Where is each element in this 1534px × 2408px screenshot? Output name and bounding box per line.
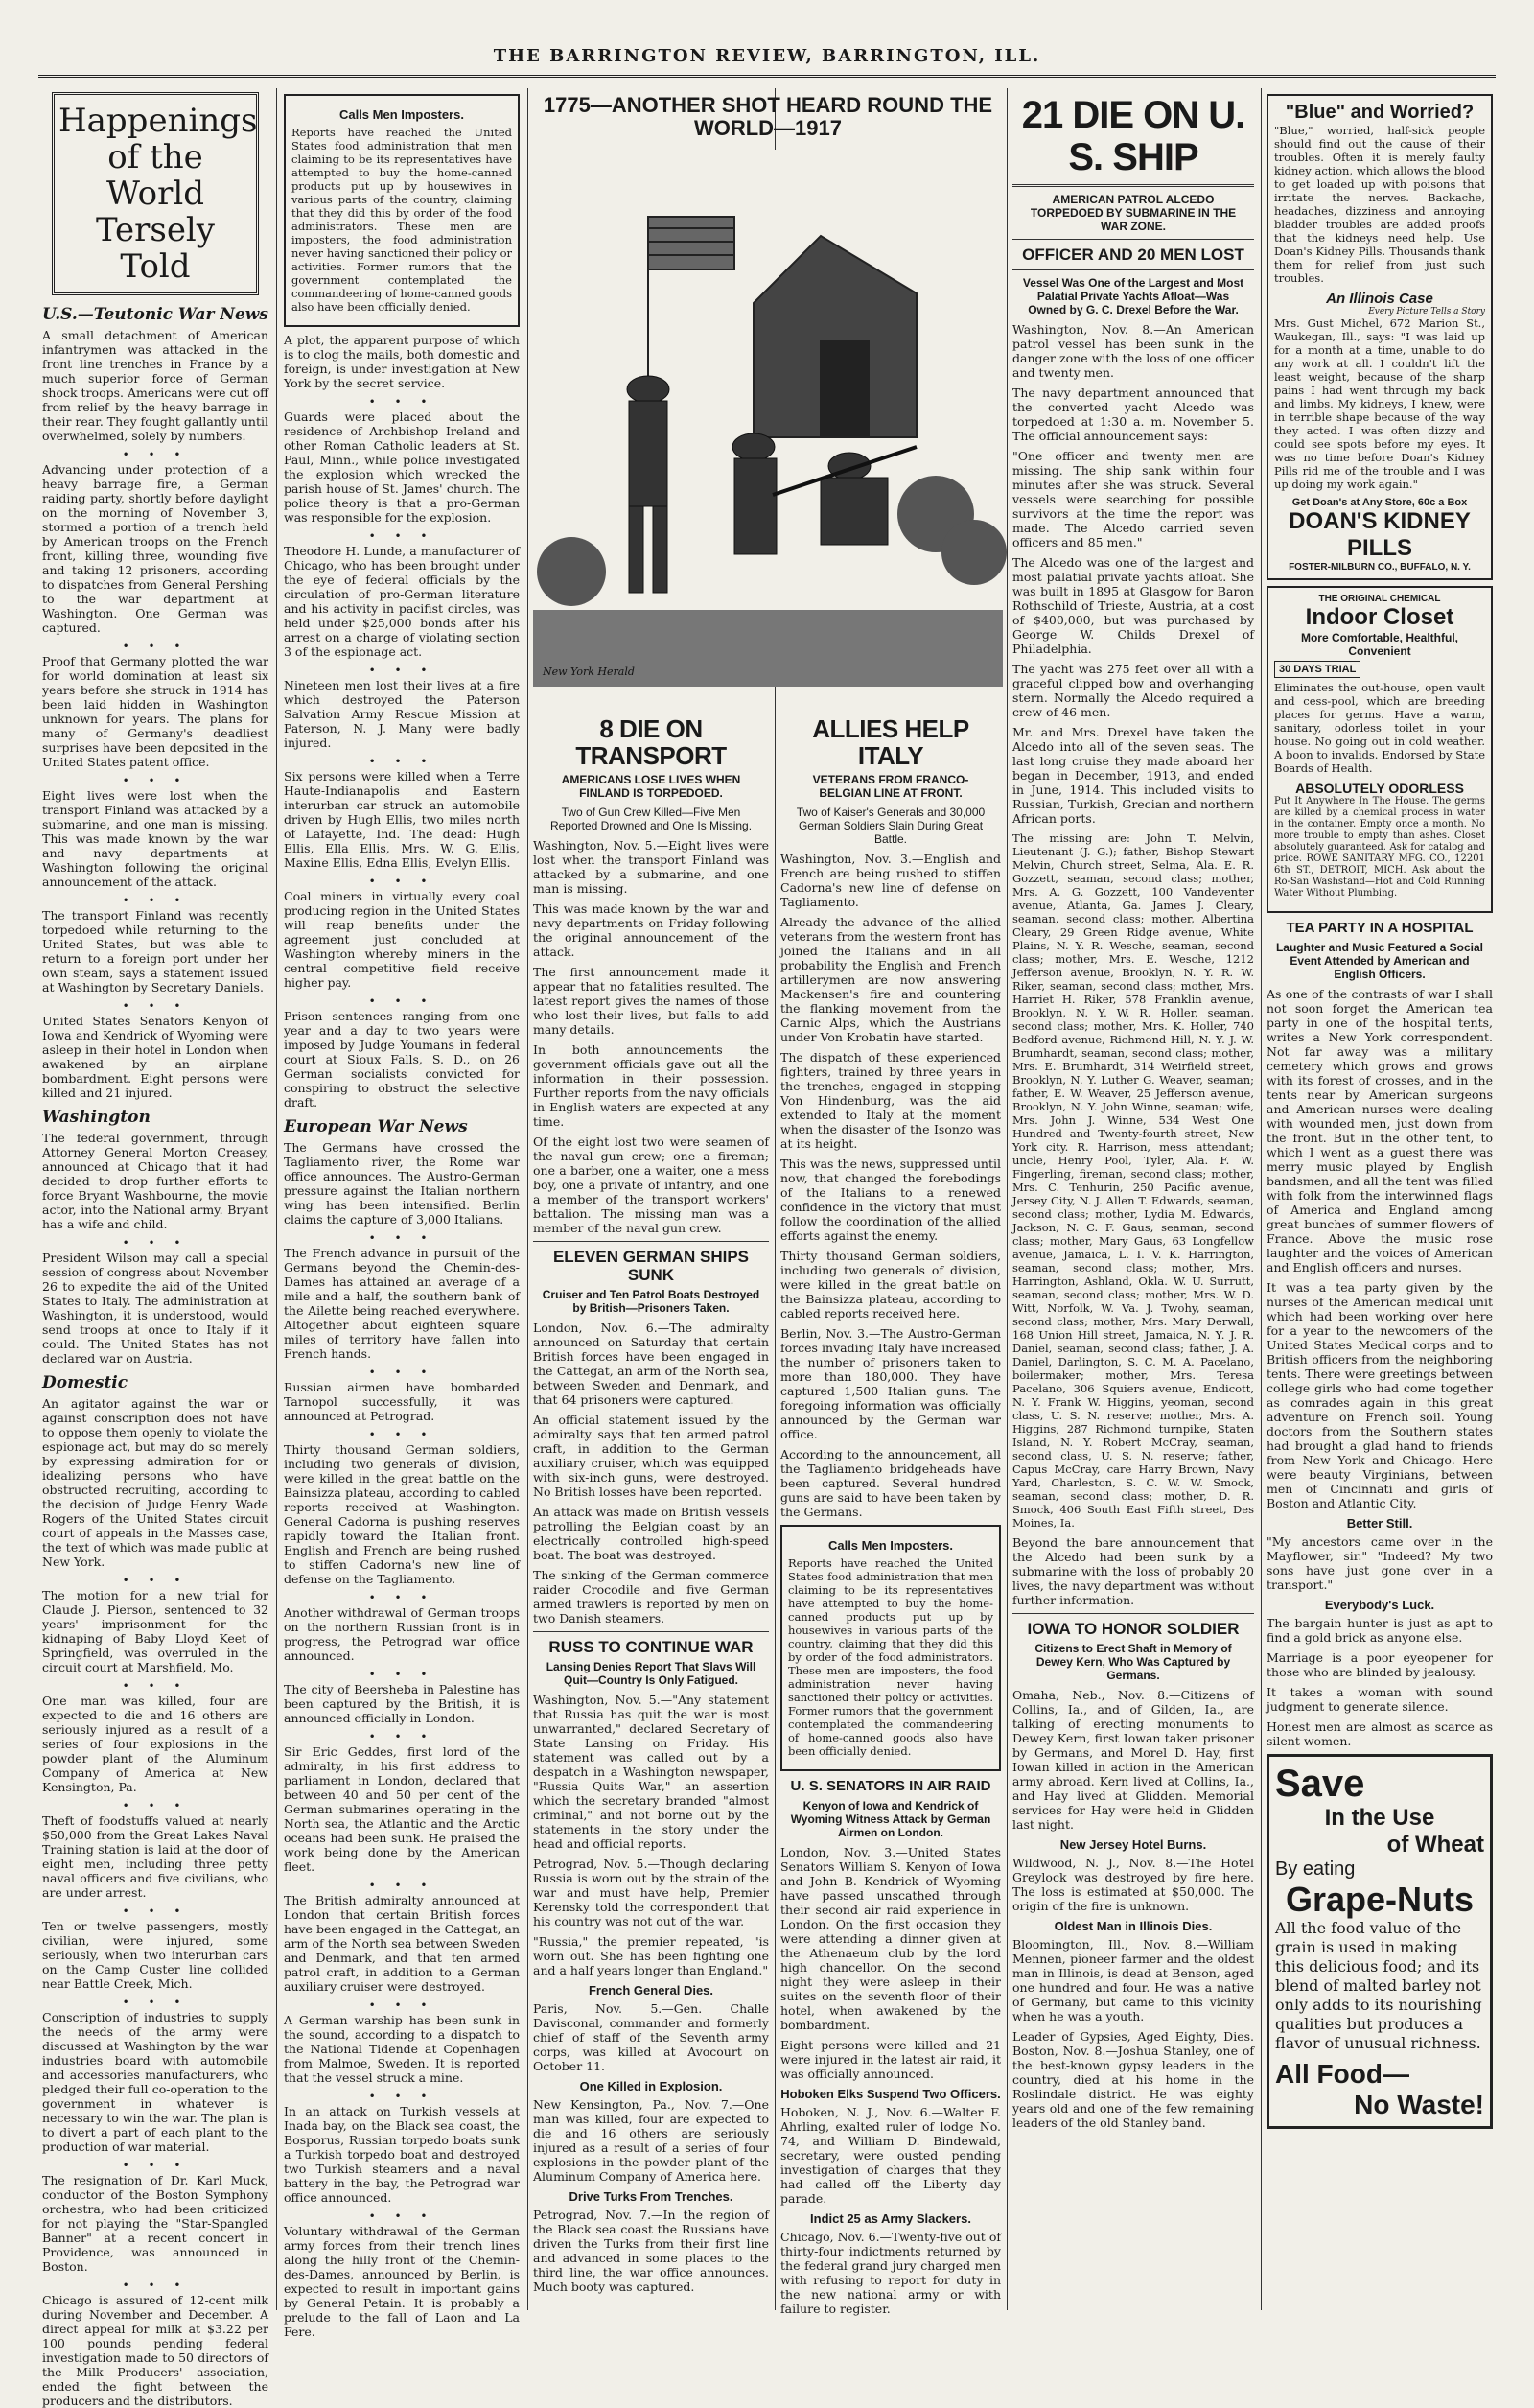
column-5: [1012, 88, 1254, 2310]
subhead: Kenyon of Iowa and Kendrick of Wyoming Witness Attack by German Airmen on London.: [790, 1799, 991, 1839]
column-4: [780, 710, 1001, 2316]
headline-senators: U. S. SENATORS IN AIR RAID: [790, 1778, 991, 1794]
masthead: [38, 46, 1496, 78]
news-item: The federal government, through Attorney General Morton Creasey, announced at Chicago that it had decided to drop further efforts to force Bryant Washbourne, the movie actor, into the National army. Bryant has a wife and child.: [42, 1131, 268, 1231]
news-item: An agitator against the war or against conscription does not have to oppose them openly to violate the espionage act, but may do so merely by expressing admiration for or idealizing persons who have obstructed recruiting, according to the decision of Judge Henry Wade Rogers of the United States circuit court of appeals in the Masses case, the text of which was made public at New York.: [42, 1396, 268, 1569]
ad-headline: "Blue" and Worried?: [1285, 102, 1475, 123]
subhead: Two of Gun Crew Killed—Five Men Reported Drowned and One Is Missing.: [549, 806, 753, 832]
subhead: AMERICANS LOSE LIVES WHEN FINLAND IS TORPEDOED.: [561, 773, 741, 800]
news-item: Chicago is assured of 12-cent milk during November and December. A direct appeal for milk at $3.22 per 100 pounds pending federal investigation made to 50 directors of the Milk Producers' association, ended the fight between the producers and the distributors.: [42, 2293, 268, 2408]
section-heading: U.S.—Teutonic War News: [42, 305, 268, 324]
news-item: The city of Beersheba in Palestine has been captured by the British, it is announced officially in London.: [284, 1682, 520, 1725]
news-subhead: One Killed in Explosion.: [579, 2079, 723, 2093]
news-item: "One officer and twenty men are missing. The ship sank within four minutes after she was struck. Several vessels were searching for possible survivors at the time the report was made. The Alcedo carried seven officers and 85 men.": [1012, 449, 1254, 549]
news-item: Guards were placed about the residence of Archbishop Ireland and other Roman Catholic leaders at St. Paul, Minn., while police investigated the explosion which wrecked the parish house of St. James' church. The police theory is that a pro-German was responsible for the explosion.: [284, 409, 520, 525]
news-item: "Russia," the premier repeated, "is worn out. She has been fighting one and a half years longer than England.": [533, 1934, 769, 1977]
subhead: Cruiser and Ten Patrol Boats Destroyed by British—Prisoners Taken.: [542, 1288, 760, 1315]
news-item: Omaha, Neb., Nov. 8.—Citizens of Collins, Ia., and of Gilden, Ia., are talking of erecting monuments to Dewey Kern, first Iowan taken prisoner by Germans, and Morel D. Hay, first Iowan killed in action in the American army abroad. Kern lived at Collins, Ia., and Hay lived at Glidden. Memorial services for Hay were held in Glidden last night.: [1012, 1688, 1254, 1832]
news-item: Prison sentences ranging from one year and a day to two years were imposed by Judge Youmans in federal court at Sioux Falls, S. D., on 26 German socialists convicted for conspiring to obstruct the selective draft.: [284, 1009, 520, 1110]
news-item: Marriage is a poor eyeopener for those who are blinded by jealousy.: [1267, 1650, 1493, 1679]
news-item: New Kensington, Pa., Nov. 7.—One man was killed, four are expected to die and 16 others are seriously injured as a result of a series of four explosions in the powder plant of the Aluminum Company of America here.: [533, 2097, 769, 2184]
imposters-box: [284, 94, 520, 327]
news-item: Chicago, Nov. 6.—Twenty-five out of thirty-four indictments returned by the federal grand jury charged men with refusing to report for duty in the new national army or with failure to register.: [780, 2230, 1001, 2316]
news-item: The British admiralty announced at London that certain British forces have been engaged in the Cattegat, an arm of the North sea between Sweden and Denmark, and that ten armed patrol craft, in addition to a German auxiliary cruiser were destroyed.: [284, 1893, 520, 1994]
section-heading: Domestic: [42, 1373, 128, 1392]
news-item: Already the advance of the allied veterans from the western front has joined the Italians and in all probability the English and French artillerymen are now answering Mackensen's fire and countering the flanking movement from the Carnic Alps, which the Austrians under Von Krobatin have started.: [780, 915, 1001, 1044]
news-item: This was the news, suppressed until now, that changed the forebodings of the Italians to a renewed confidence in the victory that must follow the coordination of the allied efforts against the enemy.: [780, 1157, 1001, 1243]
news-item: A plot, the apparent purpose of which is to clog the mails, both domestic and foreign, is under investigation at New York by the secret service.: [284, 333, 520, 390]
news-item: Berlin, Nov. 3.—The Austro-German forces invading Italy have increased the number of prisoners taken to more than 180,000. They have captured 1,500 Italian guns. The foregoing information was officially announced by the German war office.: [780, 1326, 1001, 1441]
news-item: A small detachment of American infantrymen was attacked in the front line trenches in France by a much superior force of German shock troops. Americans were cut off from relief by the heavy barrage in their rear. They fought gallantly until overwhelmed, solely by numbers.: [42, 328, 268, 443]
column-rule: [527, 88, 528, 2310]
news-item: An official statement issued by the admiralty says that ten armed patrol craft, in addition to the German auxiliary cruiser, which was equipped with six-inch guns, were destroyed. No British losses have been reported.: [533, 1413, 769, 1499]
news-item: Conscription of industries to supply the needs of the army were discussed at Washington by the war industries board with automobile and accessories manufacturers, who pledged their full co-operation to the government in whatever is necessary to win the war. The plan is to divert a part of each plant to the production of war material.: [42, 2010, 268, 2154]
news-item: Washington, Nov. 3.—English and French are being rushed to stiffen Cadorna's new line of defense on Tagliamento.: [780, 852, 1001, 909]
column-6: [1267, 88, 1493, 2310]
news-item: "My ancestors came over in the Mayflower, sir." "Indeed? My two sons have just gone over in a transport.": [1267, 1534, 1493, 1592]
news-item: Voluntary withdrawal of the German army forces from their trench lines along the hilly front of the Chemin-des-Dames, announced by Berlin, is expected to result in important gains by General Petain. It is probably a prelude to the fall of Laon and La Fere.: [284, 2224, 520, 2339]
doans-ad: [1267, 94, 1493, 580]
news-item: This was made known by the war and navy departments on Friday following the original announcement of the attack.: [533, 901, 769, 959]
news-item: Coal miners in virtually every coal producing region in the United States will reap benefits under the agreement just concluded at Washington whereby miners in the central competitive field receive higher pay.: [284, 889, 520, 990]
news-subhead: Better Still.: [1346, 1516, 1413, 1531]
news-item: The first announcement made it appear that no fatalities resulted. The latest report gives the names of those who lost their lives, but falls to add many details.: [533, 965, 769, 1037]
news-item: Theft of foodstuffs valued at nearly $50,000 from the Great Lakes Naval Training station is laid at the door of eight men, including three petty naval officers and five civilians, who are under arrest.: [42, 1813, 268, 1900]
headline-us-ship: 21 DIE ON U. S. SHIP: [1021, 94, 1245, 178]
subhead: VETERANS FROM FRANCO-BELGIAN LINE AT FRONT.: [812, 773, 969, 800]
subhead: AMERICAN PATROL ALCEDO TORPEDOED BY SUBMARINE IN THE WAR ZONE.: [1030, 193, 1237, 233]
section-heading: European War News: [284, 1117, 468, 1136]
ad-headline: Indoor Closet: [1305, 604, 1454, 630]
news-item: Nineteen men lost their lives at a fire which destroyed the Paterson Salvation Army Rescue Mission at Paterson, N. J. Many were badly injured.: [284, 678, 520, 750]
ad-in-use: In the Use: [1324, 1805, 1435, 1831]
news-item: As one of the contrasts of war I shall not soon forget the American tea party in one of the hospital tents, writes a New York correspondent. Not far away was a military cemetery which grows and grows with its forest of crosses, and in the tents near by American surgeons and American nurses were dealing with wounded men, just down from the front. But in the other tent, to which I went as a guest there was merry music played by English bandsmen, and all the tent was filled with folk from the interwinned flags of America and England among great bunches of summer flowers of France. Above the music rose laughter and the voices of American and English officers and nurses.: [1267, 987, 1493, 1274]
news-item: The motion for a new trial for Claude J. Pierson, sentenced to 32 years' imprisonment for the kidnaping of Baby Lloyd Keet of Springfield, was overruled in the circuit court at Marshfield, Mo.: [42, 1588, 268, 1674]
ad-text: All the food value of the grain is used in making this delicious food; and its blend of malted barley not only adds to its nourishing qualities but produces a flavor of unusual richness.: [1275, 1919, 1482, 2052]
news-item: It was a tea party given by the nurses of the American medical unit which had been working over here for a year to the newcomers of the United States Medical corps and to British officers from the neighboring tents. There were greetings between college girls who had come together as comrades again in this great adventure on French soil. Young doctors from the Southern states had brought a glad hand to friends from New York and Chicago. Here were beauty Virginians, between men of Cincinnati and girls of Boston and Atlantic City.: [1267, 1280, 1493, 1510]
news-item: Wildwood, N. J., Nov. 8.—The Hotel Greylock was destroyed by fire here. The loss is estimated at $50,000. The origin of the fire is unknown.: [1012, 1856, 1254, 1913]
news-item: An attack was made on British vessels patrolling the Belgian coast by an electrically controlled high-speed boat. The boat was destroyed.: [533, 1505, 769, 1562]
news-item: Washington, Nov. 8.—An American patrol vessel has been sunk in the danger zone with the loss of one officer and twenty men.: [1012, 322, 1254, 380]
column-1: Happenings of the World Tersely Told U.S.—Teutonic War News A small detachment of American infantrymen was attacked in the front line trenches in France by a much superior force of German shock troops. Americans were cut off from relief by the heavy barrage in their rear. They fought gallantly until overwhelmed, solely by numbers. • • • Advancing under protection of a heavy barrage fire, a German raiding party, shortly before daylight on the morning of November 3, stormed a portion of a trench held by American troops on the French front, killing three, wounding five and taking 12 prisoners, according to dispatches from General Pershing to the war department at Washington. One German was captured. • • • Proof that Germany plotted the war for world domination at least six years before she struck in 1914 has been laid hidden in Washington unknown for years. The plans for many of Germany's deadliest surprises have been deposited in the United States patent office. • • • Eight lives were lost when the transport Finland was attacked by a submarine, and one man is missing. This was made known by the war and navy departments at Washington following the original announcement of the attack. • • • The transport Finland was recently torpedoed while returning to the United States, but was able to return to a foreign port under her own steam, says a statement issued at Washington by Secretary Daniels. • • • United States Senators Kenyon of Iowa and Kendrick of Wyoming were asleep in their hotel in London when awakened by an airplane bombardment. Eight persons were killed and 21 injured. Washington The federal government, through Attorney General Morton Creasey, announced at Chicago that it had decided to drop further efforts to force Bryant Washbourne, the movie actor, into the National army. Bryant has a wife and child. • • • President Wilson may call a special session of congress about November 26 to expedite the aid of the United States to Italy. The administration at Washington, it is understood, would send troops at once to Italy if it could. The United States has not declared war on Austria. Domestic An agitator against the war or against conscription does not have to oppose them openly to violate the espionage act, but may do so merely by expressing admiration for or idealizing persons who have obstructed recruiting, according to the decision of Judge Henry Wade Rogers of the United States circuit court of appeals in the Masses case, the text of which was made public at New York. • • • The motion for a new trial for Claude J. Pierson, sentenced to 32 years' imprisonment for the kidnaping of Baby Lloyd Keet of Springfield, was overruled in the circuit court at Marshfield, Mo. • • • One man was killed, four are expected to die and 16 others are seriously injured as a result of a series of four explosions in the powder plant of the Aluminum Company of America at New Kensington, Pa. • • • Theft of foodstuffs valued at nearly $50,000 from the Great Lakes Naval Training station is laid at the door of eight men, including three petty naval officers and five civilians, who are under arrest. • • • Ten or twelve passengers, mostly civilian, were injured, some seriously, when two interurban cars on the Camp Custer line collided near Battle Creek, Mich. • • • Conscription of industries to supply the needs of the army were discussed at Washington by the war industries board with automobile and accessories manufacturers, who pledged their full co-operation to the government in whatever is necessary to win the war. The plan is to divert a part of each plant to the production of war material. • • • The resignation of Dr. Karl Muck, conductor of the Boston Symphony orchestra, who had been criticized for not playing the "Star-Spangled Banner" at a recent concert in Providence, was announced in Boston. • • • Chicago is assured of 12-cent milk during November and December. A direct appeal for milk at $3.22 per 100 pounds pending federal investigation made to 50 directors of the Milk Producers' association, ended the fight between the producers and the distributors.: [42, 88, 268, 2310]
news-item: Ten or twelve passengers, mostly civilian, were injured, some seriously, when two interurban cars on the Camp Custer line collided near Battle Creek, Mich.: [42, 1919, 268, 1991]
ad-subhead: More Comfortable, Healthful, Convenient: [1300, 631, 1458, 658]
ad-quote: Every Picture Tells a Story: [1368, 307, 1485, 316]
news-item: Proof that Germany plotted the war for world domination at least six years before she struck in 1914 has been laid hidden in Washington unknown for years. The plans for many of Germany's deadliest surprises have been deposited in the United States patent office.: [42, 654, 268, 769]
ad-maker: FOSTER-MILBURN CO., BUFFALO, N. Y.: [1289, 562, 1471, 573]
ad-trial: 30 DAYS TRIAL: [1274, 661, 1360, 678]
column-3: [533, 710, 769, 2310]
news-item: The bargain hunter is just as apt to find a gold brick as anyone else.: [1267, 1616, 1493, 1645]
news-item: The Germans have crossed the Tagliamento river, the Rome war office announces. The Austro-German pressure against the Italian northern wing has been intensified. Berlin claims the capture of 3,000 Italians.: [284, 1140, 520, 1227]
news-item: The navy department announced that the converted yacht Alcedo was torpedoed at 1:30 a. m. November 5. The official announcement says:: [1012, 386, 1254, 443]
news-item: Hoboken, N. J., Nov. 6.—Walter F. Ahrling, exalted ruler of lodge No. 74, and William D. Bindewald, secretary, were ousted pending investigation of charges that they had called off the Liberty day parade.: [780, 2105, 1001, 2206]
illustration-credit: New York Herald: [543, 666, 635, 678]
news-item: Thirty thousand German soldiers, including two generals of division, were killed in the great battle on the Bainsizza plateau, according to cabled reports received here.: [780, 1249, 1001, 1321]
news-subhead: Indict 25 as Army Slackers.: [810, 2211, 971, 2226]
closet-ad: [1267, 586, 1493, 913]
ad-save: Save: [1275, 1763, 1365, 1805]
ad-text: Eliminates the out-house, open vault and cess-pool, which are breeding places for germs. Have a warm, sanitary, odorless toilet in your house. No going out in cold weather. A boon to invalids. Endorsed by State Boards of Health.: [1274, 681, 1485, 775]
subhead: Citizens to Erect Shaft in Memory of Dewey Kern, Who Was Captured by Germans.: [1034, 1642, 1232, 1682]
ad-top: THE ORIGINAL CHEMICAL: [1318, 594, 1441, 604]
news-item: Paris, Nov. 5.—Gen. Challe Davisconal, commander and formerly chief of staff of the Seventh army corps, was killed at Avocourt on October 11.: [533, 2001, 769, 2073]
news-item: Six persons were killed when a Terre Haute-Indianapolis and Eastern interurban car struck an automobile driven by Hugh Ellis, two miles north of Lafayette, Ind. The dead: Hugh Ellis, Ella Ellis, Mrs. W. G. Ellis, Maxine Ellis, Edna Ellis, Evelyn Ellis.: [284, 769, 520, 870]
news-item: The transport Finland was recently torpedoed while returning to the United States, but was able to return to a foreign port under her own steam, says a statement issued at Washington by Secretary Daniels.: [42, 908, 268, 994]
column-2: Calls Men Imposters. Reports have reached the United States food administration that men claiming to be its representatives have attempted to buy the home-canned products put up by housewives in various parts of the country, claiming that they did this by order of the food administrators. These men are imposters, the food administration never having sanctioned their policy or activities. Former rumors that the government contemplated the commandeering of home-canned goods also have been officially denied. A plot, the apparent purpose of which is to clog the mails, both domestic and foreign, is under investigation at New York by the secret service. • • • Guards were placed about the residence of Archbishop Ireland and other Roman Catholic leaders at St. Paul, Minn., while police investigated the explosion which wrecked the parish house of St. James' church. The police theory is that a pro-German was responsible for the explosion. • • • Theodore H. Lunde, a manufacturer of Chicago, who has been brought under the eye of federal officials by the circulation of pro-German literature and his activity in pacifist circles, was held under $25,000 bonds after his arrest on a charge of violating section 3 of the espionage act. • • • Nineteen men lost their lives at a fire which destroyed the Paterson Salvation Army Rescue Mission at Paterson, N. J. Many were badly injured. • • • Six persons were killed when a Terre Haute-Indianapolis and Eastern interurban car struck an automobile driven by Hugh Ellis, two miles north of Lafayette, Ind. The dead: Hugh Ellis, Ella Ellis, Mrs. W. G. Ellis, Maxine Ellis, Edna Ellis, Evelyn Ellis. • • • Coal miners in virtually every coal producing region in the United States will reap benefits under the agreement just concluded at Washington whereby miners in the central competitive field receive higher pay. • • • Prison sentences ranging from one year and a day to two years were imposed by Judge Youmans in federal court at Sioux Falls, S. D., on 26 German socialists convicted for conspiring to obstruct the selective draft. European War News The Germans have crossed the Tagliamento river, the Rome war office announces. The Austro-German pressure against the Italian northern wing has been intensified. Berlin claims the capture of 3,000 Italians. • • • The French advance in pursuit of the Germans beyond the Chemin-des-Dames has attained an average of a mile and a half, the southern bank of the Ailette being reached everywhere. Altogether about eighteen square miles of territory have fallen into French hands. • • • Russian airmen have bombarded Tarnopol successfully, it was announced at Petrograd. • • • Thirty thousand German soldiers, including two generals of division, were killed in the great battle on the Bainsizza plateau, according to cabled reports received at Washington. General Cadorna is pushing reserves rapidly toward the Italian front. English and French are being rushed to stiffen Cadorna's new line of defense on the Tagliamento. • • • Another withdrawal of German troops on the northern Russian front is in progress, the Petrograd war office announced. • • • The city of Beersheba in Palestine has been captured by the British, it is announced officially in London. • • • Sir Eric Geddes, first lord of the admiralty, in his first address to parliament in London, declared that between 40 and 50 per cent of the German submarines operating in the North sea, the Atlantic and the Arctic oceans had been sunk. He praised the work being done by the American fleet. • • • The British admiralty announced at London that certain British forces have been engaged in the Cattegat, an arm of the North sea between Sweden and Denmark, and that ten armed patrol craft, in addition to a German auxiliary cruiser were destroyed. • • • A German warship has been sunk in the sound, according to a dispatch to the National Tidende at Copenhagen from Malmoe, Sweden. It is reported that the vessel struck a mine. • • • In an attack on Turkish vessels at Inada bay, on the Black sea coast, the Bosporus, Russian torpedo boats sunk a Turkish torpedo boat and destroyed two Turkish steamers and a naval battery in the bay, the Petrograd war office announced. • • • Voluntary withdrawal of the German army forces from their trench lines along the hilly front of the Chemin-des-Dames, announced by Berlin, is expected to result in important gains by General Petain. It is probably a prelude to the fall of Laon and La Fere.: [284, 88, 520, 2310]
section-heading: Washington: [42, 1108, 151, 1127]
news-item: President Wilson may call a special session of congress about November 26 to expedite the aid of the United States to Italy. The administration at Washington, it is understood, would send troops at once to Italy if it could. The United States has not declared war on Austria.: [42, 1251, 268, 1366]
grape-nuts-ad: [1267, 1754, 1493, 2129]
news-item: Leader of Gypsies, Aged Eighty, Dies. Boston, Nov. 8.—Joshua Stanley, one of the best-known gypsy leaders in the country, died at his home in the Roslindale district. He was eighty years old and one of the few remaining leaders of the old Stanley band.: [1012, 2029, 1254, 2130]
ad-brand: DOAN'S KIDNEY PILLS: [1289, 508, 1471, 561]
headline-russ: RUSS TO CONTINUE WAR: [548, 1638, 754, 1656]
news-subhead: French General Dies.: [588, 1983, 714, 1998]
ad-odorless: ABSOLUTELY ODORLESS: [1295, 781, 1464, 796]
box-title: Calls Men Imposters.: [827, 1538, 954, 1553]
news-item: Honest men are almost as scarce as silent women.: [1267, 1719, 1493, 1748]
masthead-text: THE BARRINGTON REVIEW, BARRINGTON, ILL.: [493, 46, 1041, 66]
box-title: Calls Men Imposters.: [338, 107, 465, 122]
news-item: Russian airmen have bombarded Tarnopol successfully, it was announced at Petrograd.: [284, 1380, 520, 1423]
headline-iowa: IOWA TO HONOR SOLDIER: [1027, 1620, 1240, 1638]
news-item: The yacht was 275 feet over all with a graceful clipped bow and overhanging stern. Normally the Alcedo required a crew of 46 men.: [1012, 662, 1254, 719]
news-item: The French advance in pursuit of the Germans beyond the Chemin-des-Dames has attained an average of a mile and a half, the southern bank of the Ailette being reached everywhere. Altogether about eighteen square miles of territory have fallen into French hands.: [284, 1246, 520, 1361]
ad-tag1: All Food—: [1275, 2059, 1409, 2089]
news-item: Beyond the bare announcement that the Alcedo had been sunk by a submarine with the loss of probably 20 lives, the navy department was without further information.: [1012, 1535, 1254, 1607]
imposters-box: [780, 1525, 1001, 1771]
news-subhead: Drive Turks From Trenches.: [569, 2189, 733, 2204]
news-item: Petrograd, Nov. 5.—Though declaring Russia is worn out by the strain of the war and must have help, Premier Kerensky told the correspondent that his country was not out of the war.: [533, 1857, 769, 1929]
subhead: Vessel Was One of the Largest and Most Palatial Private Yachts Afloat—Was Owned by G. C. Drexel Before the War.: [1022, 276, 1244, 316]
missing-list: The missing are: John T. Melvin, Lieutenant (J. G.); father, Bishop Stewart Melvin, Church street, Selma, Ala. E. R. Gozzett, seaman, second class; mother, Mrs. A. G. Gozzett, 100 Vandeventer avenue, Atlanta, Ga. James J. Cleary, seaman, second class; mother, Albertina Cleary, 29 Green Ridge avenue, White Plains, N. Y. R. Wesche, seaman, second class; mother, Mrs. E. Wesche, 1212 Jefferson avenue, Brooklyn, N. Y. R. W. Riker, seaman, second class; mother, Mrs. Harriet H. Riker, 578 Franklin avenue, Brooklyn, N. Y. W. R. Holler, seaman, second class; mother, Mrs. K. Holler, 740 Bedford avenue, Richmond Hill, N. Y. J. W. Brumhardt, seaman, second class; mother, Mrs. E. Brumhardt, 314 Weirfield street, Brooklyn, N. Y. Luther G. Weaver, seaman; father, E. W. Weaver, 25 Jefferson avenue, Brooklyn, N. Y. John Winne, seaman; wife, Mrs. John J. Winne, 534 West One Hundred and Twenty-fourth street, New York city. R. Harrison, mess attendant; uncle, Henry Pool, Tyler, Ala. F. W. Fingerling, fireman, second class; mother, Mrs. C. Tenhurin, 250 Pacific avenue, Jersey City, N. J. Allen T. Edwards, seaman, second class; mother, Lydia M. Edwards, Jackson, N. C. F. Gaus, seaman, second class; mother, Mary Gaus, 63 Longfellow avenue, Jamaica, L. I. V. K. Harrington, seaman, second class; mother, Mrs. Harrington, Ashland, Okla. W. U. Surrutt, seaman, second class; mother, Mrs. W. D. Witt, Norfolk, W. Va. J. Twohy, seaman, second class; mother, Mrs. Mary Derwall, 168 Union Hill street, Jamaica, N. Y. J. R. Daniel, seaman, second class; father, J. A. Daniel, Darlington, S. C. M. A. Pacelano, boilermaker; mother, Mrs. Teresa Pacelano, 306 Squiers avenue, Endicott, N. Y. Frank W. Higgins, yeoman, second class, U. S. N. reserve; mother, Mrs. A. Higgins, 287 Richmond turnpike, Staten Island, N. Y. Robert McCray, seaman, second class, U. S. N. reserve; father, Capus McCray, care Harry Brown, Navy Yard, Charleston, S. C. W. W. Smock, seaman, second class; mother, D. R. Smock, 406 South East Fifth street, Des Moines, Ia.: [1012, 831, 1254, 1530]
news-subhead: Hoboken Elks Suspend Two Officers.: [780, 2087, 1001, 2101]
news-item: Eight persons were killed and 21 were injured in the latest air raid, it was officially announced.: [780, 2038, 1001, 2081]
ad-brand: Grape-Nuts: [1285, 1880, 1475, 1919]
news-item: A German warship has been sunk in the sound, according to a dispatch to the National Tidende at Copenhagen from Malmoe, Sweden. It is reported that the vessel struck a mine.: [284, 2013, 520, 2085]
news-item: The resignation of Dr. Karl Muck, conductor of the Boston Symphony orchestra, who had been criticized for not playing the "Star-Spangled Banner" at a recent concert in Providence, was announced in Boston.: [42, 2173, 268, 2274]
column-rule: [1007, 88, 1008, 2310]
headline-ships: ELEVEN GERMAN SHIPS SUNK: [552, 1248, 750, 1284]
headline-italy: ALLIES HELP ITALY: [812, 714, 969, 770]
ad-testimonial: Mrs. Gust Michel, 672 Marion St., Waukegan, Ill., says: "I was laid up for a month at a time, unable to do any work at all. I couldn't lift the least weight, because of the sharp pains I had went through my back and limbs. My kidneys, I knew, were in terrible shape because of the way they acted. I was often dizzy and could see spots before my eyes. It was no time before Doan's Kidney Pills rid me of the trouble and I was up doing my work again.": [1274, 316, 1485, 491]
ad-subhead: An Illinois Case: [1326, 291, 1433, 307]
news-item: Mr. and Mrs. Drexel have taken the Alcedo into all of the seven seas. The last long cruise they made aboard her began in December, 1913, and ended in June, 1914. This included visits to Russian, Turkish, Grecian and northern African ports.: [1012, 725, 1254, 826]
news-item: United States Senators Kenyon of Iowa and Kendrick of Wyoming were asleep in their hotel in London when awakened by an airplane bombardment. Eight persons were killed and 21 injured.: [42, 1014, 268, 1100]
happenings-title: Happenings of the World Tersely Told: [52, 92, 259, 295]
news-subhead: Everybody's Luck.: [1324, 1598, 1435, 1612]
ad-store: Get Doan's at Any Store, 60c a Box: [1291, 497, 1468, 508]
column-rule: [1261, 88, 1262, 2310]
news-item: According to the announcement, all the Tagliamento bridgeheads have been captured. Several hundred guns are said to have been taken by the Germans.: [780, 1447, 1001, 1519]
box-text: Reports have reached the United States food administration that men claiming to be its representatives have attempted to buy the home-canned products put up by housewives in various parts of the country, claiming that they did this by order of the food administrators. These men are imposters, the food administration never having sanctioned their policy or activities. Former rumors that the government contemplated the commandeering of home-canned goods also have been officially denied.: [788, 1556, 993, 1758]
news-item: Thirty thousand German soldiers, including two generals of division, were killed in the great battle on the Bainsizza plateau, according to cabled reports received at Washington. General Cadorna is pushing reserves rapidly toward the Italian front. English and French are being rushed to stiffen Cadorna's new line of defense on the Tagliamento.: [284, 1442, 520, 1586]
subhead: Lansing Denies Report That Slavs Will Quit—Country Is Only Fatigued.: [546, 1660, 756, 1687]
news-item: Sir Eric Geddes, first lord of the admiralty, in his first address to parliament in London, declared that between 40 and 50 per cent of the German submarines operating in the North sea, the Atlantic and the Arctic oceans had been sunk. He praised the work being done by the American fleet.: [284, 1744, 520, 1874]
news-item: Washington, Nov. 5.—"Any statement that Russia has quit the war is most unwarranted," declared Secretary of State Lansing on Friday. His statement was called out by a despatch in a Washington newspaper, "Russia Quits War," an assertion which the secretary branded "almost criminal," and not borne out by the statements in the story under the head and official reports.: [533, 1693, 769, 1851]
news-item: London, Nov. 6.—The admiralty announced on Saturday that certain British forces have been engaged in the Cattegat, an arm of the North sea, between Sweden and Denmark, and that 64 prisoners were captured.: [533, 1321, 769, 1407]
news-item: It takes a woman with sound judgment to generate silence.: [1267, 1685, 1493, 1714]
news-item: Petrograd, Nov. 7.—In the region of the Black sea coast the Russians have driven the Turks from their first line and advanced in some places to the third line, the war office announces. Much booty was captured.: [533, 2208, 769, 2294]
news-item: Washington, Nov. 5.—Eight lives were lost when the transport Finland was attacked by a submarine, and one man is missing.: [533, 838, 769, 896]
news-subhead: Oldest Man in Illinois Dies.: [1054, 1919, 1213, 1933]
news-item: The Alcedo was one of the largest and most palatial private yachts afloat. She was built in 1895 at Glasgow for Baron Rothschild of Trieste, Austria, at a cost of $400,000, but was purchased by George W. Childs Drexel of Philadelphia.: [1012, 555, 1254, 656]
news-item: London, Nov. 3.—United States Senators William S. Kenyon of Iowa and John B. Kendrick of Wyoming have passed unscathed through their second air raid experience in London. On the first occasion they were attending a dinner given at the Athenaeum club by the lord high chancellor. On the second night they were asleep in their suites on the seventh floor of their hotel, when awakened by the bombardment.: [780, 1845, 1001, 2032]
news-subhead: New Jersey Hotel Burns.: [1059, 1837, 1207, 1852]
news-item: Bloomington, Ill., Nov. 8.—William Mennen, pioneer farmer and the oldest man in Illinois, is dead at Benson, aged one hundred and four. He was a native of Germany, but came to this vicinity when he was a youth.: [1012, 1937, 1254, 2023]
news-item: Advancing under protection of a heavy barrage fire, a German raiding party, shortly before daylight on the morning of November 3, stormed a portion of a trench held by American troops on the French front, killing three, wounding five and taking 12 prisoners, according to dispatches from General Pershing to the war department at Washington. One German was captured.: [42, 462, 268, 635]
ad-by-eating: By eating: [1275, 1859, 1356, 1880]
news-item: Another withdrawal of German troops on the northern Russian front is in progress, the Petrograd war office announced.: [284, 1605, 520, 1663]
box-text: Reports have reached the United States food administration that men claiming to be its representatives have attempted to buy the home-canned products put up by housewives in various parts of the country, claiming that they did this by order of the food administrators. These men are imposters, the food administration never having sanctioned their policy or activities. Former rumors that the government contemplated the commandeering of home-canned goods also have been officially denied.: [291, 126, 512, 314]
illustration-headline: 1775—ANOTHER SHOT HEARD ROUND THE WORLD—1917: [543, 93, 993, 140]
subhead: Two of Kaiser's Generals and 30,000 German Soldiers Slain During Great Battle.: [796, 806, 986, 846]
ad-tag2: No Waste!: [1354, 2090, 1484, 2119]
news-item: The dispatch of these experienced fighters, trained by three years in the trenches, engaged in stopping Von Hindenburg, was the aid extended to Italy at the moment when the disaster of the Isonzo was at its height.: [780, 1050, 1001, 1151]
headline-transport: 8 DIE ON TRANSPORT: [575, 714, 727, 770]
news-item: Theodore H. Lunde, a manufacturer of Chicago, who has been brought under the eye of federal officials by the circulation of pro-German literature and his activity in pacifist circles, was held under $25,000 bonds after his arrest on a charge of violating section 3 of the espionage act.: [284, 544, 520, 659]
headline-tea-party: TEA PARTY IN A HOSPITAL: [1286, 920, 1474, 936]
news-item: One man was killed, four are expected to die and 16 others are seriously injured as a result of a series of four explosions in the powder plant of the Aluminum Company of America at New Kensington, Pa.: [42, 1694, 268, 1794]
ad-of-wheat: of Wheat: [1386, 1832, 1484, 1858]
ad-text: "Blue," worried, half-sick people should find out the cause of their troubles. Often it is merely faulty kidney action, which allows the blood to get loaded up with poisons that irritate the nerves. Backache, headaches, dizziness and annoying bladder troubles are added proofs that the kidneys need help. Use Doan's Kidney Pills. Thousands thank them for relief from just such troubles.: [1274, 124, 1485, 285]
subhead: Laughter and Music Featured a Social Event Attended by American and English Officers.: [1275, 941, 1484, 981]
ad-foot: Put It Anywhere In The House. The germs are killed by a chemical process in water in the container. Empty once a month. No more trouble to empty than ashes. Closet absolutely guaranteed. Ask for catalog and price. ROWE SANITARY MFG. CO., 12201 6th ST., DETROIT, MICH. Ask about the Ro-San Washstand—Hot and Cold Running Water Without Plumbing.: [1274, 796, 1485, 899]
news-item: The sinking of the German commerce raider Crocodile and five German armed trawlers is reported by men on two Danish steamers.: [533, 1568, 769, 1625]
news-item: Eight lives were lost when the transport Finland was attacked by a submarine, and one man is missing. This was made known by the war and navy departments at Washington following the original announcement of the attack.: [42, 788, 268, 889]
news-item: Of the eight lost two were seamen of the naval gun crew; one a fireman; one a barber, one a waiter, one a mess boy, one a private of infantry, and one a member of the transport workers' battalion. The missing man was a member of the naval gun crew.: [533, 1134, 769, 1235]
illustration-block: [533, 88, 1003, 702]
news-item: In both announcements the government officials gave out all the information in their possession. Further reports from the navy officials in English waters are expected at any time.: [533, 1042, 769, 1129]
column-rule: [276, 88, 277, 2310]
subhead-officer: OFFICER AND 20 MEN LOST: [1022, 245, 1244, 264]
soldiers-illustration: [533, 150, 1003, 687]
news-item: In an attack on Turkish vessels at Inada bay, on the Black sea coast, the Bosporus, Russian torpedo boats sunk a Turkish torpedo boat and destroyed two Turkish steamers and a naval battery in the bay, the Petrograd war office announced.: [284, 2104, 520, 2205]
